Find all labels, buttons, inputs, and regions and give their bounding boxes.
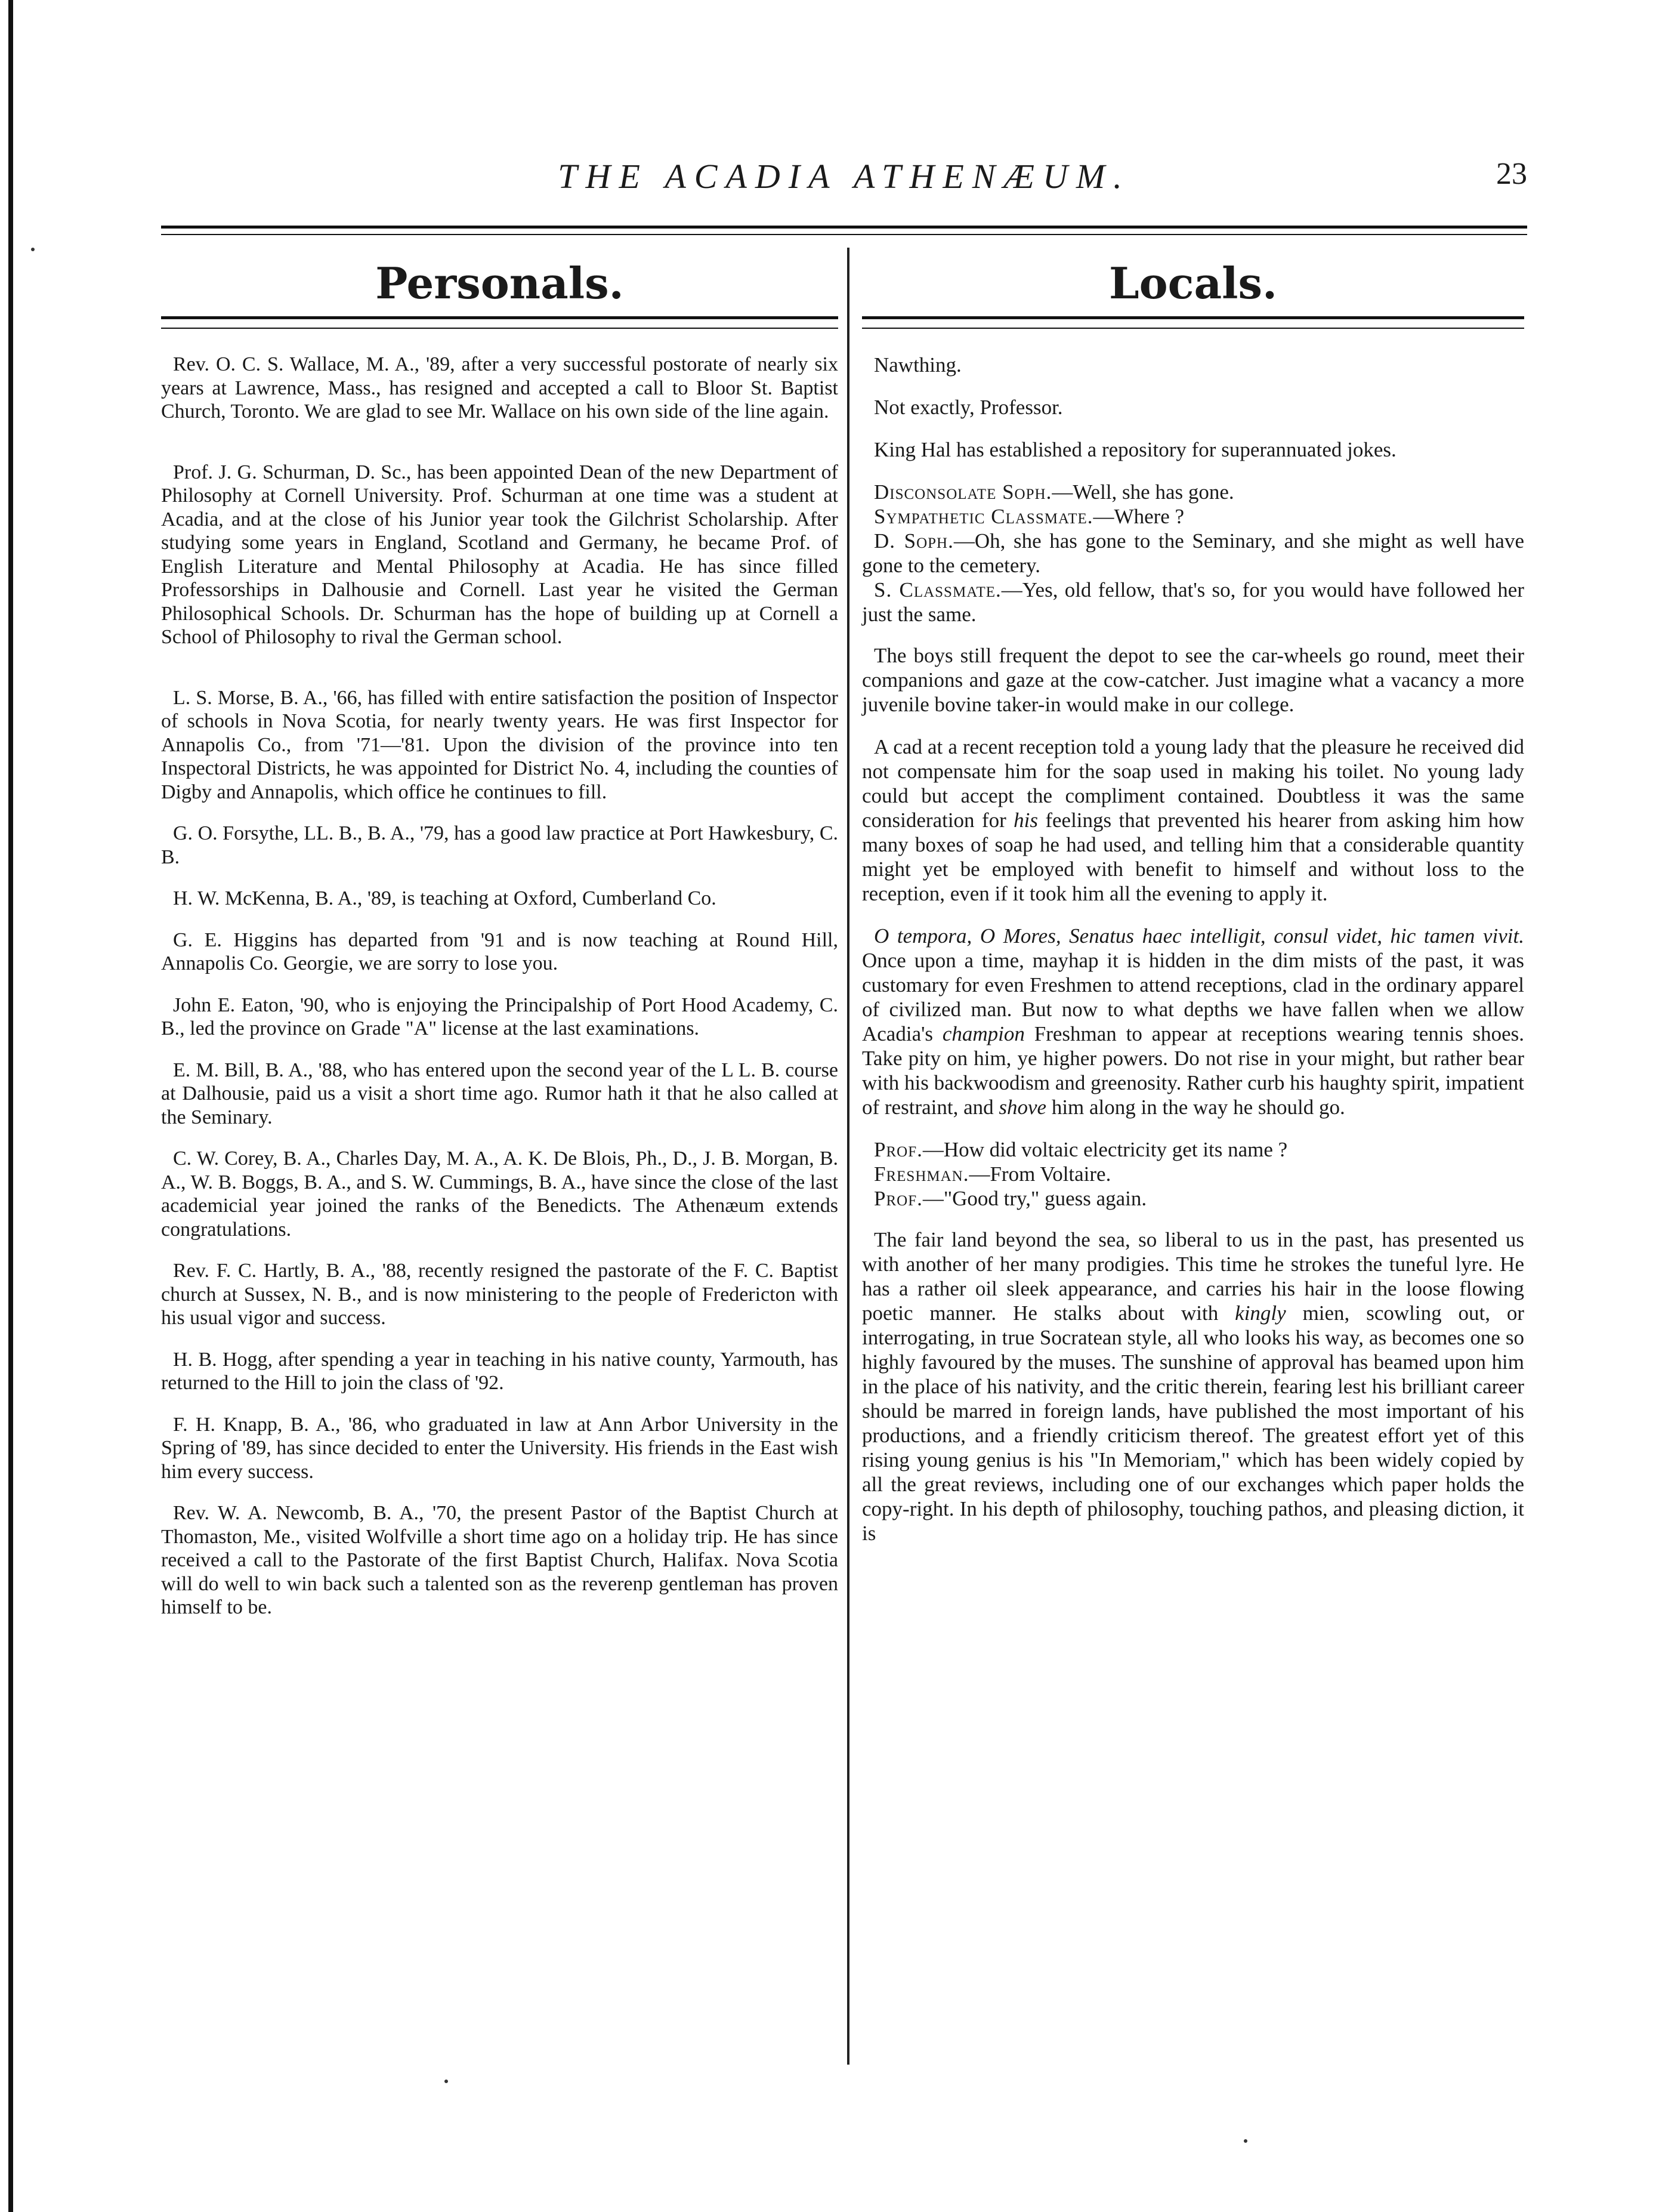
local-item (862, 924, 1524, 1119)
dialogue-line (862, 504, 1524, 529)
local-item: King Hal has established a repository for superannuated jokes. (874, 438, 1397, 461)
running-title: THE ACADIA ATHENÆUM. (558, 157, 1130, 196)
emphasis: kingly (1235, 1301, 1286, 1325)
local-item (862, 735, 1524, 906)
page-edge (8, 0, 13, 2212)
speech: —Well, she has gone. (1052, 480, 1234, 504)
page-header (161, 156, 1527, 216)
text-run: feelings that prevented his hearer from asking him how many boxes of soap he had used, and telling him that a considerable quantity might yet be employed with benefit to himself and without loss to the reception, even if it took him all the evening to apply it. (862, 809, 1524, 905)
speaker: D. Soph. (874, 529, 954, 553)
speech: —"Good try," guess again. (922, 1187, 1147, 1210)
personal-item: H. B. Hogg, after spending a year in teaching in his native county, Yarmouth, has returned to the Hill to join the class of '92. (161, 1348, 838, 1394)
personal-item: G. E. Higgins has departed from '91 and is now teaching at Round Hill, Annapolis Co. Georgie, we are sorry to lose you. (161, 928, 838, 974)
personals-heading-rule (161, 316, 838, 329)
personal-item: L. S. Morse, B. A., '66, has filled with entire satisfaction the position of Inspector of schools in Nova Scotia, for nearly twenty years. He was first Inspector for Annapolis Co., from '71—'81. Upon the division of the province into ten Inspectoral Districts, he was appointed for District No. 4, including the counties of Digby and Annapolis, which office he continues to fill. (161, 686, 838, 803)
speaker: Prof. (874, 1187, 923, 1210)
dialogue-line (862, 1162, 1524, 1186)
local-item: Nawthing. (874, 353, 962, 377)
latin-quote: O tempora, O Mores, Senatus haec intelligit, consul videt, hic tamen vivit. (874, 924, 1524, 948)
speaker: S. Classmate. (874, 578, 1002, 601)
speaker: Prof. (874, 1138, 923, 1161)
text-run: mien, scowling out, or interrogating, in true Socratean style, all who looks his way, as becomes one so highly favoured by the muses. The sunshine of approval has beamed upon him in the place of his nativity, and the critic therein, fearing lest his brilliant career should be marred in foreign lands, have published the most important of his productions, and a friendly criticism thereof. The greatest effort yet of this rising young genius is his "In Memoriam," which has been widely copied by all the great reviews, including one of our exchanges which paper holds the copy-right. In his depth of philosophy, touching pathos, and pleasing diction, it is (862, 1301, 1524, 1545)
personal-item: Rev. O. C. S. Wallace, M. A., '89, after a very successful postorate of nearly six years at Lawrence, Mass., has resigned and accepted a call to Bloor St. Baptist Church, Toronto. We are glad to see Mr. Wallace on his own side of the line again. (161, 353, 838, 422)
personal-item: G. O. Forsythe, LL. B., B. A., '79, has a good law practice at Port Hawkesbury, C. B. (161, 822, 838, 868)
text-run: The fair land beyond the sea, so liberal to us in the past, has presented us with another of her many prodigies. This time he strokes the tuneful lyre. He has a rather oil sleek appearance, and carries his hair in the loose flowing poetic manner. He stalks about with (862, 1228, 1524, 1325)
dialogue-line (862, 1137, 1524, 1162)
personal-item: Prof. J. G. Schurman, D. Sc., has been appointed Dean of the new Department of Philosophy at Cornell University. Prof. Schurman at one time was a student at Acadia, and at the close of his Junior year took the Gilchrist Scholarship. After studying some years in England, Scotland and Germany, he became Prof. of English Literature and Mental Philosophy at Acadia. He has since filled Professorships in Dalhousie and Cornell. Last year he visited the German Philosophical Schools. Dr. Schurman has the hope of building up at Cornell a School of Philosophy to rival the German school. (161, 461, 838, 648)
text-run: A cad at a recent reception told a young lady that the pleasure he received did not compensate him for the soap used in making his toilet. No young lady could but accept the compliment contained. Doubtless it was the same consideration for (862, 735, 1524, 832)
personal-item: Rev. F. C. Hartly, B. A., '88, recently resigned the pastorate of the F. C. Baptist church at Sussex, N. B., and is now ministering to the people of Fredericton with his usual vigor and success. (161, 1260, 838, 1329)
personal-item: H. W. McKenna, B. A., '89, is teaching at Oxford, Cumberland Co. (173, 887, 716, 909)
local-item (862, 1227, 1524, 1545)
emphasis: shove (999, 1096, 1047, 1119)
dialogue-line (862, 480, 1524, 504)
dialogue-line (862, 1186, 1524, 1211)
dialogue-soph (862, 480, 1524, 627)
print-speck (444, 2080, 448, 2083)
speaker: Disconsolate Soph. (874, 480, 1052, 504)
emphasis: his (1014, 809, 1038, 832)
local-item: Not exactly, Professor. (874, 396, 1063, 419)
emphasis: champion (942, 1022, 1025, 1045)
speech: —Oh, she has gone to the Seminary, and she might as well have gone to the cemetery. (862, 529, 1524, 577)
personals-heading: Personals. (375, 258, 624, 308)
locals-heading: Locals. (1108, 258, 1278, 308)
personal-item: John E. Eaton, '90, who is enjoying the Principalship of Port Hood Academy, C. B., led the province on Grade "A" license at the last examinations. (161, 994, 838, 1039)
locals-column (862, 251, 1524, 1563)
locals-heading-rule (862, 316, 1524, 329)
personal-item: F. H. Knapp, B. A., '86, who graduated in law at Ann Arbor University in the Spring of '89, has since decided to enter the University. His friends in the East wish him every success. (161, 1413, 838, 1483)
speech: —From Voltaire. (969, 1162, 1111, 1186)
speech: —Where ? (1093, 505, 1185, 528)
column-divider (847, 248, 849, 2065)
print-speck (31, 248, 35, 251)
dialogue-line (862, 578, 1524, 627)
header-rule-bottom (161, 234, 1527, 235)
personal-item: C. W. Corey, B. A., Charles Day, M. A., A. K. De Blois, Ph., D., J. B. Morgan, B. A., W. B. Boggs, B. A., and S. W. Cummings, B. A., have since the close of the last academicial year joined the ranks of the Benedicts. The Athenæum extends congratulations. (161, 1147, 838, 1241)
text-run: Freshman to appear at receptions wearing tennis shoes. Take pity on him, ye higher powers. Do not rise in your might, but rather bear with his backwoodism and greenosity. Rather curb his haughty spirit, impatient of restraint, and (862, 1022, 1524, 1119)
personals-column (161, 251, 838, 1637)
print-speck (1244, 2139, 1247, 2143)
speaker: Freshman. (874, 1162, 969, 1186)
speech: —How did voltaic electricity get its name ? (922, 1138, 1288, 1161)
page-number: 23 (1496, 157, 1527, 191)
local-item: The boys still frequent the depot to see the car-wheels go round, meet their companions and gaze at the cow-catcher. Just imagine what a vacancy a more juvenile bovine taker-in would make in our college. (862, 644, 1524, 716)
personal-item: Rev. W. A. Newcomb, B. A., '70, the present Pastor of the Baptist Church at Thomaston, Me., visited Wolfville a short time ago on a holiday trip. He has since received a call to the Pastorate of the first Baptist Church, Halifax. Nova Scotia will do well to win back such a talented son as the reverenp gentleman has proven himself to be. (161, 1502, 838, 1618)
speaker: Sympathetic Classmate. (874, 505, 1093, 528)
speech: —Yes, old fellow, that's so, for you would have followed her just the same. (862, 578, 1524, 626)
text-run: Once upon a time, mayhap it is hidden in the dim mists of the past, it was customary for even Freshmen to attend receptions, clad in the ordinary apparel of civilized man. But now to what depths we have fallen when we allow Acadia's (862, 949, 1524, 1045)
dialogue-line (862, 529, 1524, 578)
header-rule-top (161, 226, 1527, 229)
dialogue-voltaic (862, 1137, 1524, 1211)
text-run: him along in the way he should go. (1046, 1096, 1345, 1119)
personal-item: E. M. Bill, B. A., '88, who has entered upon the second year of the L L. B. course at Dalhousie, paid us a visit a short time ago. Rumor hath it that he also called at the Seminary. (161, 1059, 838, 1128)
